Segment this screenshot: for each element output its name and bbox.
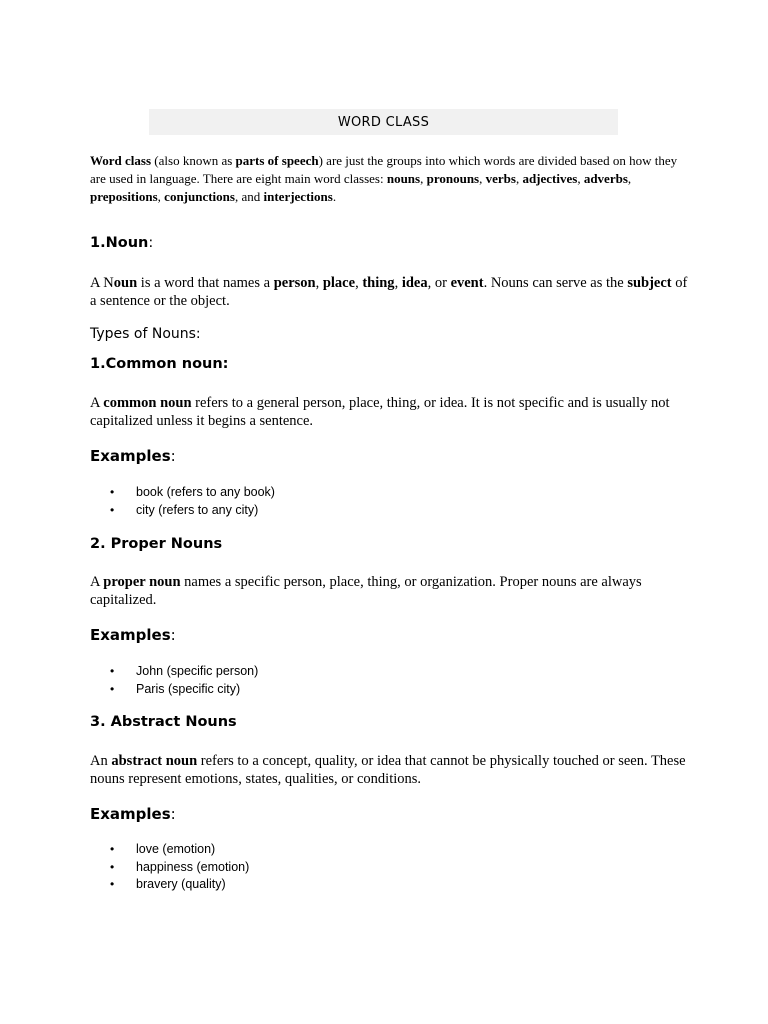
term: place (322, 275, 356, 291)
term: nouns (386, 171, 421, 186)
list-item (110, 502, 275, 520)
term: subject (627, 275, 672, 291)
heading-text: 1.Noun (90, 235, 149, 251)
abstract-noun-definition (90, 752, 690, 788)
list-item-text: John (specific person) (136, 664, 259, 678)
text-run: A (90, 395, 104, 411)
bullet-icon: • (110, 664, 115, 678)
common-noun-definition (90, 394, 690, 430)
text-run: , or (427, 275, 451, 291)
text-run: , (355, 275, 363, 291)
examples-heading-proper (90, 626, 176, 644)
text-run: A (90, 574, 104, 590)
list-item (110, 859, 249, 877)
term: event (450, 275, 484, 291)
examples-label: Examples (90, 805, 171, 823)
page-title-text: WORD CLASS (337, 114, 430, 130)
intro-paragraph (90, 152, 680, 206)
list-item-text: Paris (specific city) (136, 681, 241, 696)
term: verbs (485, 171, 516, 186)
term: interjections (263, 189, 333, 204)
text-run: ) are just the groups into which words are divided based on how they are used in language. There are eight main word classes: (90, 153, 678, 186)
types-of-nouns-label: Types of Nouns: (90, 326, 201, 342)
text-run: refers to a concept, quality, or idea that cannot be physically touched or seen. These nouns represent emotions, states, qualities, or conditions. (90, 753, 686, 787)
text-run: . Nouns can serve as the (483, 275, 628, 291)
noun-definition (90, 274, 690, 310)
text-run: , (157, 189, 165, 204)
text-run: . (332, 189, 337, 204)
text-run: , (479, 171, 486, 186)
text-run: , (515, 171, 523, 186)
text-run: An (90, 753, 112, 769)
list-item-text: happiness (emotion) (136, 859, 250, 874)
list-item-text: city (refers to any city) (136, 502, 259, 517)
common-examples-list (110, 484, 275, 519)
examples-heading-common (90, 447, 176, 465)
section-heading-abstract-nouns: 3. Abstract Nouns (90, 714, 237, 730)
proper-examples-list (110, 663, 258, 698)
heading-colon: : (148, 235, 154, 251)
term: prepositions (90, 189, 158, 204)
term: adverbs (583, 171, 628, 186)
term: idea (401, 275, 428, 291)
term-word-class: Word class (90, 153, 152, 168)
term: proper noun (103, 574, 181, 590)
list-item (110, 681, 258, 699)
examples-heading-abstract (90, 805, 176, 823)
term: pronouns (426, 171, 480, 186)
examples-label: Examples (90, 447, 171, 465)
abstract-examples-list (110, 841, 249, 894)
list-item (110, 663, 258, 681)
text-run: , (394, 275, 402, 291)
bullet-icon: • (110, 877, 115, 891)
term: common noun (103, 395, 192, 411)
examples-label: Examples (90, 626, 171, 644)
section-heading-proper-nouns: 2. Proper Nouns (90, 536, 223, 552)
list-item (110, 876, 249, 894)
bullet-icon: • (110, 485, 115, 499)
text-run: , (577, 171, 584, 186)
text-run: names a specific person, place, thing, or organization. Proper nouns are always capitalized. (90, 574, 642, 608)
list-item-text: book (refers to any book) (136, 485, 275, 499)
text-run: of a sentence or the object. (90, 275, 688, 309)
term: thing (362, 275, 395, 291)
text-run: , (627, 171, 632, 186)
text-run: , (315, 275, 323, 291)
text-run: A N (90, 275, 114, 291)
list-item (110, 484, 275, 502)
examples-colon: : (170, 626, 176, 644)
term: abstract noun (111, 753, 198, 769)
page-title (149, 109, 618, 135)
list-item-text: bravery (quality) (136, 877, 226, 891)
term: adjectives (522, 171, 578, 186)
examples-colon: : (170, 805, 176, 823)
section-heading-common-noun: 1.Common noun: (90, 356, 229, 372)
text-run: (also known as (151, 153, 236, 168)
proper-noun-definition (90, 573, 690, 609)
section-heading-noun (90, 235, 153, 251)
text-run: is a word that names a (137, 275, 274, 291)
bullet-icon: • (110, 502, 115, 517)
list-item-text: love (emotion) (136, 842, 216, 856)
bullet-icon: • (110, 842, 115, 856)
bullet-icon: • (110, 859, 115, 874)
term: oun (113, 275, 138, 291)
bullet-icon: • (110, 681, 115, 696)
text-run: , (420, 171, 427, 186)
list-item (110, 841, 249, 859)
examples-colon: : (170, 447, 176, 465)
term-parts-of-speech: parts of speech (235, 153, 319, 168)
text-run: , and (234, 189, 264, 204)
term: person (273, 275, 316, 291)
term: conjunctions (164, 189, 235, 204)
text-run: refers to a general person, place, thing, or idea. It is not specific and is usually not capitalized unless it begins a sentence. (90, 395, 670, 429)
